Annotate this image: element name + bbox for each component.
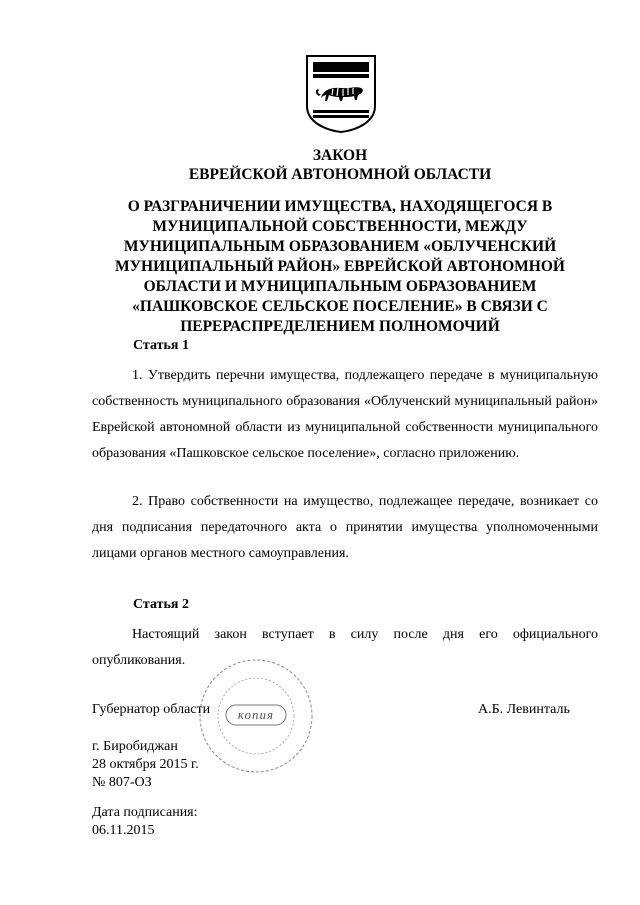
law-title-line: МУНИЦИПАЛЬНЫЙ РАЙОН» ЕВРЕЙСКОЙ АВТОНОМНОЙ: [115, 258, 565, 275]
law-title-line: ОБЛАСТИ И МУНИЦИПАЛЬНЫМ ОБРАЗОВАНИЕМ: [143, 278, 537, 295]
place-date-block: [92, 738, 199, 792]
article-2-paragraph-1: Настоящий закон вступает в силу после дня его официального опубликования.: [92, 627, 598, 668]
coat-of-arms-icon: [305, 52, 377, 134]
law-title: [80, 197, 600, 337]
law-title-line: ПЕРЕРАСПРЕДЕЛЕНИЕМ ПОЛНОМОЧИЙ: [180, 318, 500, 335]
city: г. Биробиджан: [92, 739, 178, 754]
region-heading: ЕВРЕЙСКОЙ АВТОНОМНОЙ ОБЛАСТИ: [188, 166, 492, 183]
law-heading: ЗАКОН: [312, 147, 368, 164]
signing-date-block: [92, 804, 198, 840]
law-title-line: МУНИЦИПАЛЬНОЙ СОБСТВЕННОСТИ, МЕЖДУ: [152, 218, 528, 235]
article-1-heading: Статья 1: [133, 338, 189, 353]
signatory-position: Губернатор области: [92, 702, 211, 717]
law-title-line: «ПАШКОВСКОЕ СЕЛЬСКОЕ ПОСЕЛЕНИЕ» В СВЯЗИ С: [132, 298, 548, 315]
law-number: № 807-ОЗ: [92, 775, 152, 790]
article-1-paragraph-1: 1. Утвердить перечни имущества, подлежащего передаче в муниципальную собственность муниципального образования «Облученский муниципальный район» Еврейской автономной области из муниципальной собственности муниципального образования «Пашковское сельское поселение», согласно приложению.: [92, 368, 598, 461]
article-2-heading: Статья 2: [133, 597, 189, 612]
law-date: 28 октября 2015 г.: [92, 757, 199, 772]
law-title-line: МУНИЦИПАЛЬНЫМ ОБРАЗОВАНИЕМ «ОБЛУЧЕНСКИЙ: [123, 238, 557, 255]
signing-date: 06.11.2015: [92, 823, 155, 838]
stamp-text: копия: [237, 707, 275, 722]
article-1-paragraph-2: 2. Право собственности на имущество, подлежащее передаче, возникает со дня подписания передаточного акта о принятии имущества уполномоченными лицами органов местного самоуправления.: [92, 494, 598, 561]
law-title-line: О РАЗГРАНИЧЕНИИ ИМУЩЕСТВА, НАХОДЯЩЕГОСЯ В: [127, 198, 553, 215]
signing-label: Дата подписания:: [92, 805, 198, 820]
signatory-name: А.Б. Левинталь: [478, 702, 570, 717]
copy-stamp-icon: [196, 656, 316, 776]
